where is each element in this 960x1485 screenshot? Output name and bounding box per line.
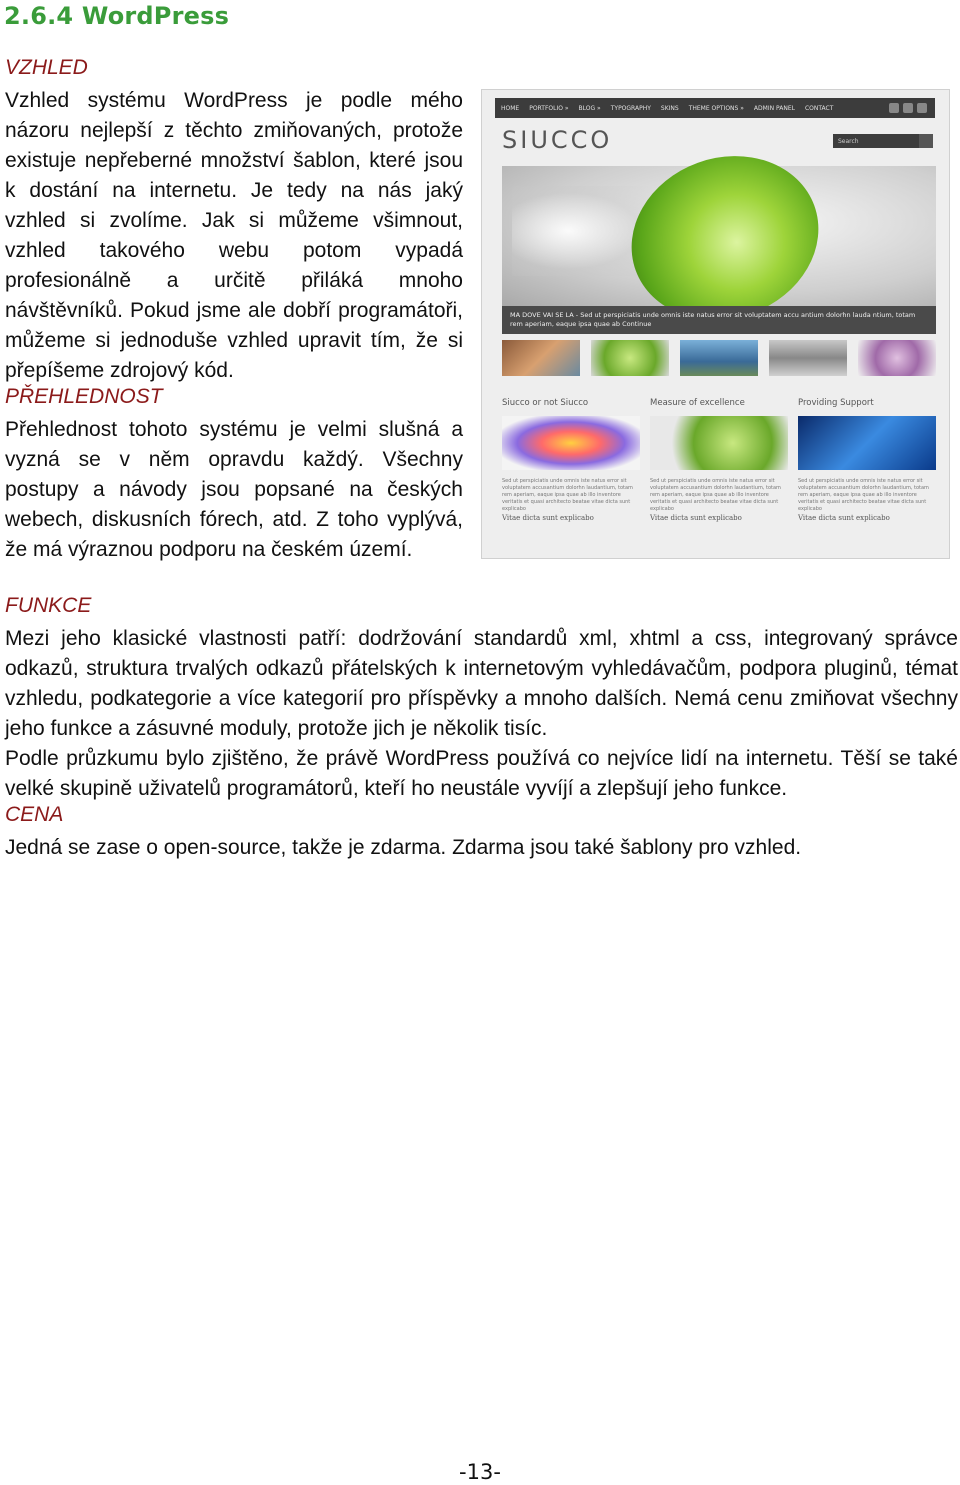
feature-link: Vitae dicta sunt explicabo: [650, 514, 742, 522]
feature-image: [798, 416, 936, 470]
theme-thumbnails: [502, 340, 936, 376]
section-text-cena: Jedná se zase o open-source, takže je zdarma. Zdarma jsou také šablony pro vzhled.: [5, 836, 802, 859]
theme-feature-column: [650, 398, 788, 548]
theme-hero-image: [502, 166, 936, 306]
thumbnail-image: [591, 340, 669, 376]
section-title-prehlednost: PŘEHLEDNOST: [5, 385, 163, 408]
section-text-vzhled: Vzhled systému WordPress je podle mého názoru nejlepší z těchto zmiňovaných, protože existuje nepřeberné množství šablon, které jsou k dostání na internetu. Je tedy na nás jaký vzhled si zvolíme. Jak si můžeme všimnout, vzhled takového webu potom vypadá profesionálně a určitě přiláká mnoho návštěvníků. Pokud jsme ale dobří programátoři, můžeme si jednoduše vzhled upravit tím, že si přepíšeme zdrojový kód.: [5, 89, 463, 382]
feature-text: Sed ut perspiciatis unde omnis iste natus error sit voluptatem accusantium dolorhn laudantium, totam rem aperiam, eaque ipsa quae ab illo inventore veritatis et quasi architecto beatae vitae dicta sunt explicabo: [502, 478, 633, 512]
rss-icon: [917, 103, 927, 113]
theme-nav-item: THEME OPTIONS »: [688, 104, 744, 112]
theme-nav-item: BLOG »: [578, 104, 601, 112]
theme-nav-item: SKINS: [660, 104, 679, 112]
theme-hero-caption: MA DOVE VAI SE LA - Sed ut perspiciatis unde omnis iste natus error sit voluptatem accu antium dolorhn lauda ntium, totam rem aperiam, eaque ipsa quae ab Continue: [502, 306, 936, 334]
feature-title: Siucco or not Siucco: [502, 398, 589, 408]
theme-feature-column: [502, 398, 640, 548]
thumbnail-image: [680, 340, 758, 376]
water-splash-graphic: [512, 186, 652, 276]
theme-nav-item: PORTFOLIO »: [529, 104, 569, 112]
theme-nav-item: HOME: [501, 104, 520, 112]
feature-text: Sed ut perspiciatis unde omnis iste natus error sit voluptatem accusantium dolorhn laudantium, totam rem aperiam, eaque ipsa quae ab illo inventore veritatis et quasi architecto beatae vitae dicta sunt explicabo: [798, 478, 929, 512]
page-number: -13-: [459, 1460, 501, 1484]
section-text-funkce-1: Mezi jeho klasické vlastnosti patří: dodržování standardů xml, xhtml a css, integrovaný správce odkazů, struktura trvalých odkazů přátelských k internetovým vyhledávačům, podpora pluginů, témat vzhledu, podkategorie a více kategorií pro příspěvky a mnoho dalších. Nemá cenu zmiňovat všechny jeho funkce a zásuvné moduly, protože jich je několik tisíc.: [5, 627, 958, 740]
theme-feature-column: [798, 398, 936, 548]
theme-social-icons: [889, 103, 935, 113]
feature-text: Sed ut perspiciatis unde omnis iste natus error sit voluptatem accusantium dolorhn laudantium, totam rem aperiam, eaque ipsa quae ab illo inventore veritatis et quasi architecto beatae vitae dicta sunt explicabo: [650, 478, 781, 512]
thumbnail-image: [502, 340, 580, 376]
feature-image: [502, 416, 640, 470]
theme-logo: SIUCCO: [502, 126, 613, 154]
feature-image: [650, 416, 788, 470]
thumbnail-image: [858, 340, 936, 376]
twitter-icon: [903, 103, 913, 113]
section-title-vzhled: VZHLED: [5, 56, 88, 79]
chapter-heading: 2.6.4 WordPress: [4, 2, 230, 30]
theme-nav-item: ADMIN PANEL: [753, 104, 795, 112]
theme-search-box: [833, 134, 933, 148]
feature-title: Measure of excellence: [650, 398, 745, 408]
search-icon: [919, 134, 933, 148]
section-title-funkce: FUNKCE: [5, 594, 92, 617]
facebook-icon: [889, 103, 899, 113]
section-text-funkce-2: Podle průzkumu bylo zjištěno, že právě WordPress používá co nejvíce lidí na internetu. Těší se také velké skupině uživatelů programátorů, kteří ho neustále vyvíjí a zlepšují jeho funkce.: [5, 747, 958, 800]
feature-link: Vitae dicta sunt explicabo: [798, 514, 890, 522]
theme-nav-item: CONTACT: [804, 104, 834, 112]
feature-title: Providing Support: [798, 398, 874, 408]
theme-feature-columns: [502, 398, 936, 548]
feature-link: Vitae dicta sunt explicabo: [502, 514, 594, 522]
theme-nav-item: TYPOGRAPHY: [610, 104, 651, 112]
wordpress-theme-screenshot: [481, 89, 950, 559]
section-text-prehlednost: Přehlednost tohoto systému je velmi slušná a vyzná se v něm opravdu každý. Všechny postupy a návody jsou popsané na českých webech, diskusních fórech, atd. Z toho vyplývá, že má výraznou podporu na českém území.: [5, 418, 463, 561]
section-title-cena: CENA: [5, 803, 64, 826]
thumbnail-image: [769, 340, 847, 376]
theme-nav-bar: [495, 98, 935, 118]
theme-search-placeholder: Search: [838, 137, 859, 145]
